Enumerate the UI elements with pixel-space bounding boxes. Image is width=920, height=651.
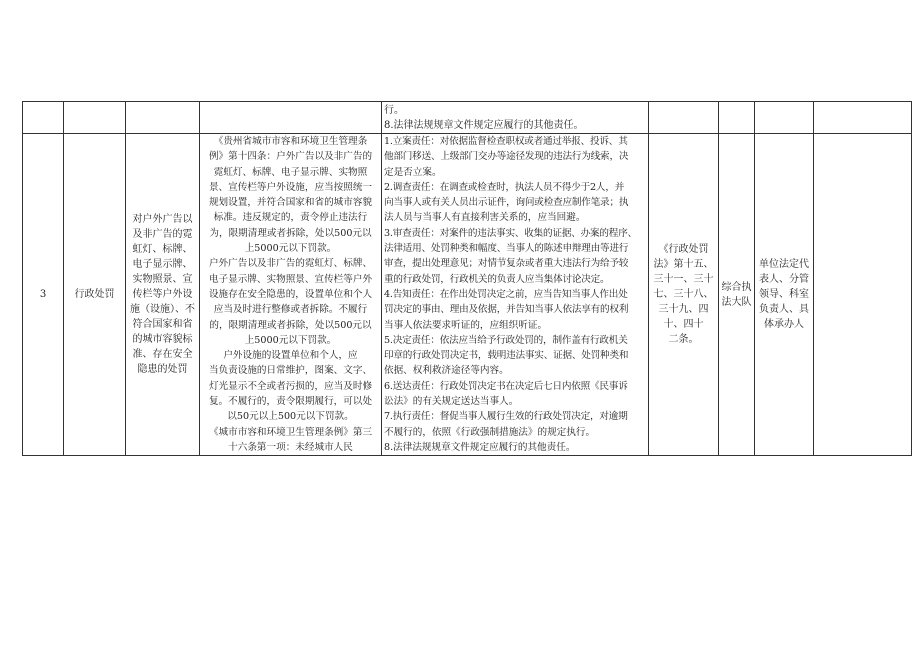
duties-text [382, 134, 648, 455]
duty-line: 重的行政处罚，行政机关的负责人应当集体讨论决定。 [384, 273, 610, 285]
cell-remarks-empty [814, 102, 912, 134]
duty-line: 罚决定的事由、理由及依据，并告知当事人依法享有的权利 [384, 304, 629, 316]
basis-line: 景、宣传栏等户外设施，应当按照统一 [208, 181, 373, 193]
basis-line: 应当及时进行整修或者拆除。不履行 [213, 304, 368, 316]
responsible-line: 领导、科室 [759, 289, 809, 301]
cell-body-empty [719, 102, 755, 134]
basis-line: 当负责设施的日常维护，图案、文字、 [208, 365, 373, 377]
duty-line: 4.告知责任：在作出处罚决定之前，应当告知当事人作出处 [384, 288, 628, 300]
duty-line: 印章的行政处罚决定书，载明违法事实、证据、处罚种类和 [384, 350, 629, 362]
row-item-name [126, 134, 200, 456]
row-legal-basis [200, 134, 382, 456]
duty-line: 7.执行责任：督促当事人履行生效的行政处罚决定，对逾期 [384, 411, 628, 423]
duty-line: 讼法》的有关规定送达当事人。 [384, 396, 519, 408]
duty-continuation-line: 行。 [384, 104, 404, 116]
item-name-text: 对户外广告以及非广告的霓虹灯、标牌、电子显示牌、实物照景、宣传栏等户外设施（设施）、不符合国家和省的城市容貌标准、存在安全隐患的处罚 [130, 214, 195, 376]
row-category: 行政处罚 [64, 134, 126, 456]
accountability-line: 二条。 [668, 334, 699, 346]
basis-line: 上5000元以下罚款。 [244, 334, 337, 346]
duty-line: 依据、权利救济途径等内容。 [384, 365, 509, 377]
duty-line: 5.决定责任：依法应当给予行政处罚的，制作盖有行政机关 [384, 334, 628, 346]
basis-line: 的，限期清理或者拆除，处以500元以 [209, 319, 372, 331]
basis-line: 以50元以上500元以下罚款。 [227, 411, 354, 423]
cell-duty-continuation [382, 102, 649, 134]
duty-line: 不履行的，依照《行政强制措施法》的规定执行。 [384, 426, 596, 438]
duty-line: 8.法律法规规章文件规定应履行的其他责任。 [384, 441, 576, 453]
basis-line: 霓虹灯、标牌、电子显示牌、实物照 [213, 166, 368, 178]
cell-item-empty [126, 102, 200, 134]
duty-line: 向当事人或有关人员出示证件，询问或检查应制作笔录；执 [384, 197, 629, 209]
basis-line: 上5000元以下罚款。 [244, 243, 337, 255]
basis-line: 电子显示牌、实物照景、宣传栏等户外 [208, 273, 373, 285]
basis-line: 《城市市容和环境卫生管理条例》第三 [208, 426, 373, 438]
row-remarks [814, 134, 912, 456]
duty-line: 法律适用、处罚种类和幅度、当事人的陈述申辩理由等进行 [384, 243, 629, 255]
duty-line: 当事人依法要求听证的，应组织听证。 [384, 319, 548, 331]
basis-line: 《贵州省城市市容和环境卫生管理条 [213, 136, 368, 147]
responsibility-table [22, 101, 912, 456]
duty-line: 法人员与当事人有直接利害关系的，应当回避。 [384, 212, 586, 224]
accountability-line: 三十九、四 [658, 304, 709, 316]
row-implementing-body [719, 134, 755, 456]
accountability-line: 七、三十八、 [653, 289, 714, 301]
duty-line: 1.立案责任：对依据监督检查职权或者通过举报、投诉、其 [384, 136, 628, 147]
cell-number-empty [23, 102, 64, 134]
basis-line: 例》第十四条：户外广告以及非广告的 [208, 151, 373, 163]
cell-accountability-empty [649, 102, 719, 134]
row-accountability-basis [649, 134, 719, 456]
duty-continuation-line: 8.法律法规规章文件规定应履行的其他责任。 [384, 119, 584, 131]
basis-line: 灯光显示不全或者污损的，应当及时修 [208, 380, 373, 392]
duty-line: 6.送达责任：行政处罚决定书在决定后七日内依照《民事诉 [384, 380, 628, 392]
accountability-text [649, 242, 718, 347]
legal-basis-text [200, 134, 381, 455]
basis-line: 规划设置，并符合国家和省的城市容貌 [208, 197, 373, 209]
row-responsible-person [755, 134, 814, 456]
duty-line: 2.调查责任：在调查或检查时，执法人员不得少于2人，并 [384, 181, 625, 193]
basis-line: 设施存在安全隐患的，设置单位和个人 [208, 288, 373, 300]
row-duties [382, 134, 649, 456]
implementing-line: 法大队 [721, 296, 752, 308]
basis-line: 标准。违反规定的，责令停止违法行 [213, 212, 368, 224]
cell-person-empty [755, 102, 814, 134]
responsible-line: 单位法定代 [759, 259, 809, 271]
responsible-line: 表人、分管 [759, 274, 809, 286]
cell-category-empty [64, 102, 126, 134]
cell-basis-empty [200, 102, 382, 134]
basis-line: 为，限期清理或者拆除，处以500元以 [209, 227, 372, 239]
basis-line: 复。不履行的，责令限期履行，可以处 [208, 396, 373, 408]
responsible-line: 体承办人 [764, 319, 804, 331]
duty-line: 定是否立案。 [384, 166, 442, 178]
accountability-line: 《行政处罚 [658, 244, 709, 256]
accountability-line: 十、四十 [663, 319, 704, 331]
accountability-line: 三十一、三十 [653, 274, 714, 286]
table-row-continuation [23, 102, 912, 134]
basis-line: 十六条第一项：未经城市人民 [228, 441, 353, 453]
row-number: 3 [23, 134, 64, 456]
duty-line: 审查，提出处理意见；对情节复杂或者重大违法行为给予较 [384, 258, 629, 270]
implementing-line: 综合执 [721, 281, 752, 293]
basis-line: 户外广告以及非广告的霓虹灯、标牌、 [208, 258, 373, 270]
duty-line: 他部门移送、上级部门交办等途径发现的违法行为线索，决 [384, 151, 629, 163]
table-row [23, 134, 912, 456]
responsible-line: 负责人、具 [759, 304, 809, 316]
basis-line: 户外设施的设置单位和个人，应 [223, 350, 358, 362]
accountability-line: 法》第十五、 [653, 259, 714, 271]
duty-line: 3.审查责任：对案件的违法事实、收集的证据、办案的程序、 [384, 227, 637, 239]
